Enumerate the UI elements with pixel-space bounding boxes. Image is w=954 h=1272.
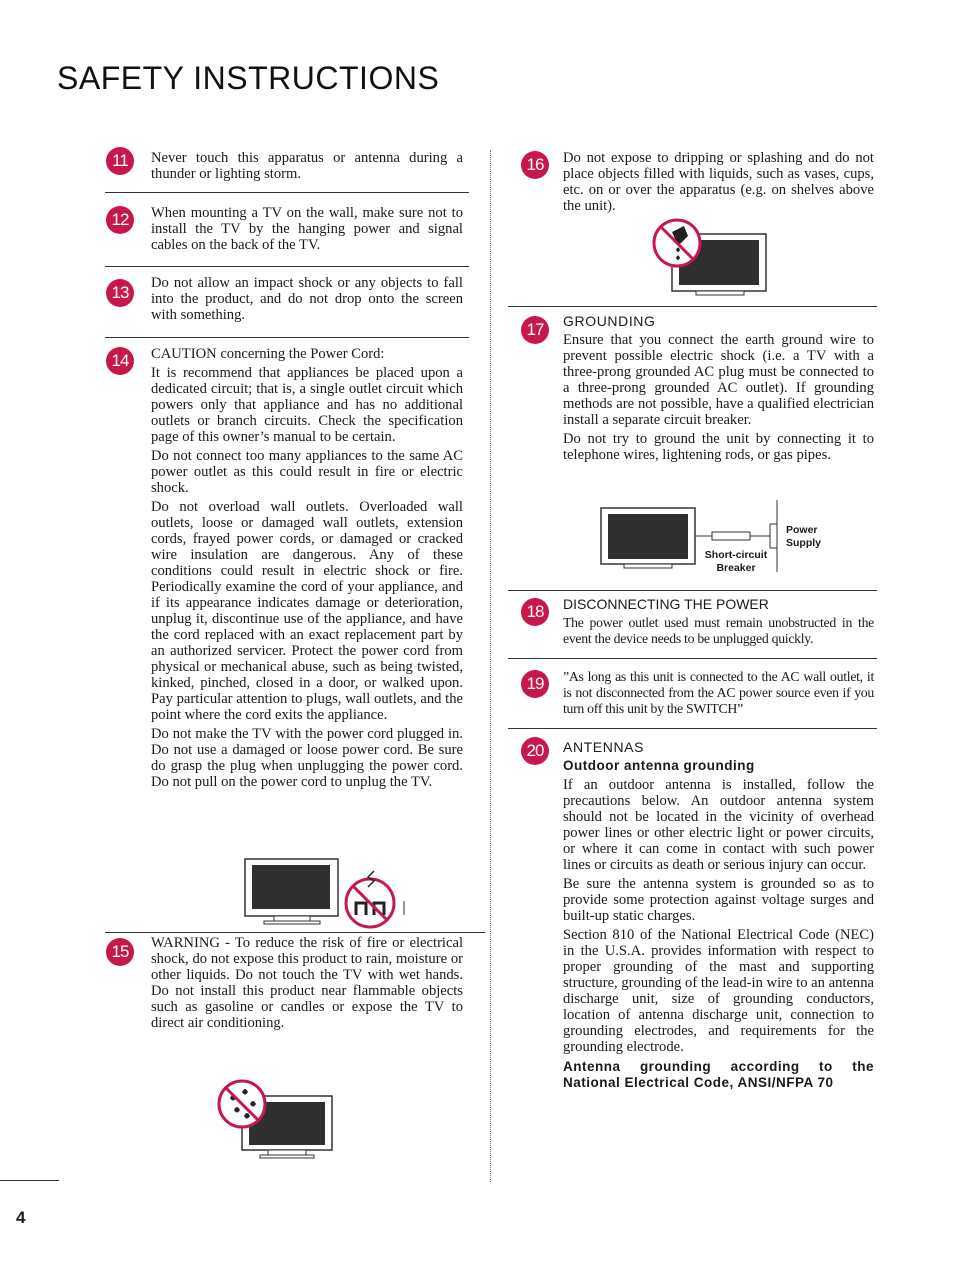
paragraph: CAUTION concerning the Power Cord: [151, 346, 385, 362]
paragraph: The power outlet used must remain unobstructed in the event the device needs to be unplugged quickly. [563, 615, 874, 646]
divider [508, 590, 877, 591]
tv-power-cord-illustration [244, 857, 414, 929]
paragraph: Do not make the TV with the power cord plugged in. Do not use a damaged or loose power cord. Be sure do grasp the plug when unplugging the power cord. Do not pull on the power cord to unplug the TV. [151, 726, 463, 790]
column-divider [490, 150, 491, 1182]
item-number-badge: 16 [521, 151, 549, 179]
antenna-footer-note: Antenna grounding according to the National Electrical Code, ANSI/NFPA 70 [563, 1059, 874, 1090]
section-heading: DISCONNECTING THE POWER [563, 596, 769, 612]
divider [508, 658, 877, 659]
item-number-badge: 12 [106, 206, 134, 234]
tv-rain-illustration [216, 1078, 336, 1164]
item-13-text [151, 275, 463, 326]
paragraph: WARNING - To reduce the risk of fire or electrical shock, do not expose this product to rain, moisture or other liquids. Do not touch the TV with wet hands. Do not install this product near flammable objects such as gasoline or candles or expose the TV to direct air conditioning. [151, 935, 463, 1031]
divider [508, 728, 877, 729]
footer-rule [0, 1180, 59, 1181]
item-number-badge: 17 [521, 316, 549, 344]
item-number-badge: 18 [521, 598, 549, 626]
paragraph: Do not connect too many appliances to the same AC power outlet as this could result in fire or electric shock. [151, 448, 463, 496]
power-supply-label: Power Supply [786, 524, 822, 549]
page-title: SAFETY INSTRUCTIONS [57, 60, 440, 96]
item-15-text [151, 935, 463, 1034]
item-11-text [151, 150, 463, 185]
paragraph: It is recommend that appliances be placed upon a dedicated circuit; that is, a single outlet circuit which powers only that appliance and has no additional outlets or branch circuits. Check the specification page of this owner’s manual to be certain. [151, 365, 463, 445]
tv-liquid-illustration [650, 216, 770, 300]
paragraph: If an outdoor antenna is installed, follow the precautions below. An outdoor antenna system should not be located in the vicinity of overhead power lines or other electric light or power circuits, or where it can come in contact with such power lines or circuits as death or serious injury can occur. [563, 777, 874, 873]
paragraph: Do not try to ground the unit by connecting it to telephone wires, lightening rods, or gas pipes. [563, 431, 874, 463]
divider [508, 306, 877, 307]
item-number-badge: 11 [106, 147, 134, 175]
page-number: 4 [16, 1208, 26, 1227]
item-12-text [151, 205, 463, 256]
section-heading: ANTENNAS [563, 739, 645, 755]
paragraph: Do not allow an impact shock or any objects to fall into the product, and do not drop onto the screen with something. [151, 275, 463, 323]
section-heading: GROUNDING [563, 313, 656, 329]
paragraph: When mounting a TV on the wall, make sure not to install the TV by the hanging power and signal cables on the back of the TV. [151, 205, 463, 253]
item-number-badge: 20 [521, 737, 549, 765]
paragraph: ”As long as this unit is connected to the AC wall outlet, it is not disconnected from the AC power source even if you turn off this unit by the SWITCH” [563, 669, 874, 716]
divider [105, 266, 469, 267]
item-17-text [563, 313, 874, 466]
item-14-text [151, 346, 463, 793]
paragraph: Never touch this apparatus or antenna during a thunder or lighting storm. [151, 150, 463, 182]
item-18-text [563, 596, 874, 650]
breaker-label: Short-circuit Breaker [704, 549, 768, 574]
item-16-text [563, 150, 874, 217]
item-number-badge: 14 [106, 347, 134, 375]
divider [105, 932, 485, 933]
item-19-text [563, 669, 874, 720]
paragraph: Section 810 of the National Electrical Code (NEC) in the U.S.A. provides information with respect to proper grounding of the mast and supporting structure, grounding of the lead-in wire to an antenna discharge unit, size of grounding conductors, location of antenna discharge unit, connection to grounding electrodes, and requirements for the grounding electrode. [563, 927, 874, 1055]
paragraph: Do not expose to dripping or splashing and do not place objects filled with liquids, such as vases, cups, etc. on or over the apparatus (e.g. on shelves above the unit). [563, 150, 874, 214]
item-number-badge: 19 [521, 670, 549, 698]
item-number-badge: 15 [106, 938, 134, 966]
paragraph: Be sure the antenna system is grounded so as to provide some protection against voltage surges and built-up static charges. [563, 876, 874, 924]
item-20-text [563, 739, 874, 1094]
paragraph: Do not overload wall outlets. Overloaded wall outlets, loose or damaged wall outlets, extension cords, frayed power cords, or damaged or cracked wire insulation are dangerous. Any of these conditions could result in electric shock or fire. Periodically examine the cord of your appliance, and if its appearance indicates damage or deterioration, unplug it, discontinue use of the appliance, and have the cord replaced with an exact replacement part by an authorized servicer. Protect the power cord from physical or mechanical abuse, such as being twisted, kinked, pinched, closed in a door, or walked upon. Pay particular attention to plugs, wall outlets, and the point where the cord exits the appliance. [151, 499, 463, 723]
divider [105, 192, 469, 193]
paragraph: Ensure that you connect the earth ground wire to prevent possible electric shock (i.e. a TV with a three-prong grounded AC plug must be connected to a three-prong grounded AC outlet). If grounding methods are not possible, have a qualified electrician install a separate circuit breaker. [563, 332, 874, 428]
divider [105, 337, 469, 338]
sub-heading: Outdoor antenna grounding [563, 758, 755, 773]
item-number-badge: 13 [106, 279, 134, 307]
